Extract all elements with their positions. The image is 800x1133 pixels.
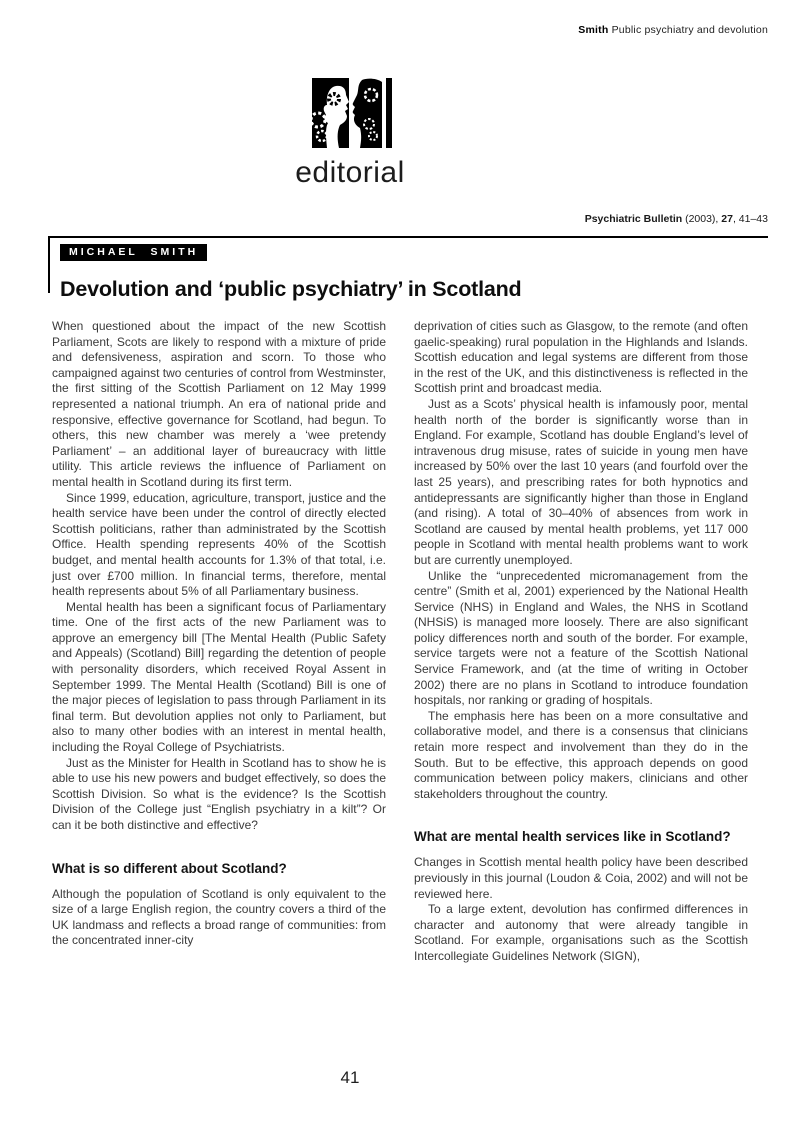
running-head-author: Smith	[578, 24, 609, 36]
paragraph: Mental health has been a significant focus of Parliamentary time. One of the first acts of the new Parliament was to approve an emergency bill [The Mental Health (Public Safety and Appeals) (Scotland) Bill] regarding the detention of people with personality disorders, which received Royal Assent in September 1999. The Mental Health (Scotland) Bill is one of the major pieces of legislation to pass through Parliament in its final term. But devolution applies not only to Parliament, but also to many other bodies with an interest in mental health, including the Royal College of Psychiatrists.	[52, 599, 386, 755]
running-head	[578, 24, 768, 36]
paragraph: Unlike the “unprecedented micromanagement from the centre” (Smith et al, 2001) experienced by the National Health Service (NHS) in England and Wales, the NHS in Scotland (NHSiS) is managed more loosely. There are also significant policy differences north and south of the border. For example, service targets were not a feature of the Scottish National Service Framework, and (at the time of writing in October 2002) there are no plans in Scotland to introduce foundation hospitals, nor ranking or grading of hospitals.	[414, 568, 748, 708]
paragraph: Since 1999, education, agriculture, transport, justice and the health service have been under the control of directly elected Scottish politicians, rather than administrated by the Scottish Office. Health spending represents 40% of the Scottish budget, and mental health accounts for 1.3% of that total, i.e. just over £700 million. In financial terms, therefore, mental health represents about 5% of all Parliamentary business.	[52, 490, 386, 599]
citation-journal: Psychiatric Bulletin	[584, 213, 683, 225]
paragraph: Although the population of Scotland is only equivalent to the size of a large English region, the country covers a third of the UK landmass and reflects a broad range of communities: from the concentrated inner-city	[52, 886, 386, 948]
page-number: 41	[340, 1068, 360, 1087]
paragraph: Changes in Scottish mental health policy have been described previously in this journal (Loudon & Coia, 2002) and will not be reviewed here.	[414, 855, 748, 901]
faces-gears-logo-icon	[312, 78, 396, 150]
section-heading-different-scotland: What is so different about Scotland?	[52, 860, 287, 876]
citation-volume: 27	[721, 213, 733, 225]
paragraph: Just as a Scots’ physical health is infamously poor, mental health north of the border is significantly worse than in England. For example, Scotland has double England’s level of intravenous drug misuse, rates of suicide in young men have increased by 50% over the last 10 years (and fourfold over the last 25 years), and prescribing rates for both hypnotics and antidepressants are significantly higher than those in England (and rising). A total of 30–40% of absences from work in Scotland are caused by mental health problems, yet 117 000 people in Scotland with mental health problems want to work but are currently unemployed.	[414, 396, 748, 567]
running-head-title: Public psychiatry and devolution	[611, 24, 768, 36]
section-heading-mental-health-services: What are mental health services like in Scotland?	[414, 829, 731, 845]
paragraph: When questioned about the impact of the new Scottish Parliament, Scots are likely to respond with a mixture of pride and defensiveness, aspiration and scorn. To those who campaigned against two centuries of control from Westminster, the first sitting of the Scottish Parliament on 12 May 1999 represented a national triumph. An era of national pride and responsive, effective governance for Scotland, had begun. To others, this new chamber was merely a ‘wee pretendy Parliament’ – an additional layer of bureaucracy with little utility. This article reviews the influence of Parliament on mental health in Scotland during its first term.	[52, 319, 386, 489]
section-label: editorial	[295, 156, 405, 189]
citation-line	[585, 213, 768, 225]
article-title: Devolution and ‘public psychiatry’ in Scotland	[60, 277, 522, 302]
left-column	[52, 319, 386, 949]
left-rule	[48, 236, 50, 293]
byline-badge: MICHAEL SMITH	[60, 244, 207, 261]
citation-middle: (2003),	[682, 213, 722, 225]
top-rule	[48, 236, 768, 238]
citation-pages: , 41–43	[732, 213, 768, 225]
editorial-logo	[312, 78, 396, 150]
right-column	[414, 319, 748, 965]
paragraph: The emphasis here has been on a more consultative and collaborative model, and there is a consensus that clinicians retain more respect and involvement than they do in the South. But to be effective, this approach depends on good communication between policy makers, clinicians and other stakeholders throughout the country.	[414, 708, 748, 801]
paragraph: deprivation of cities such as Glasgow, to the remote (and often gaelic-speaking) rural population in the Highlands and Islands. Scottish education and legal systems are different from those in the rest of the UK, and this distinctiveness is reflected in the Scottish print and broadcast media.	[414, 319, 748, 396]
paragraph: To a large extent, devolution has confirmed differences in character and autonomy that were already tangible in Scotland. For example, organisations such as the Scottish Intercollegiate Guidelines Network (SIGN),	[414, 902, 748, 963]
paragraph: Just as the Minister for Health in Scotland has to show he is able to use his new powers and budget effectively, so does the Scottish Division. So what is the evidence? Is the Scottish Division of the College just “English psychiatry in a kilt”? Or can it be both distinctive and effective?	[52, 755, 386, 832]
